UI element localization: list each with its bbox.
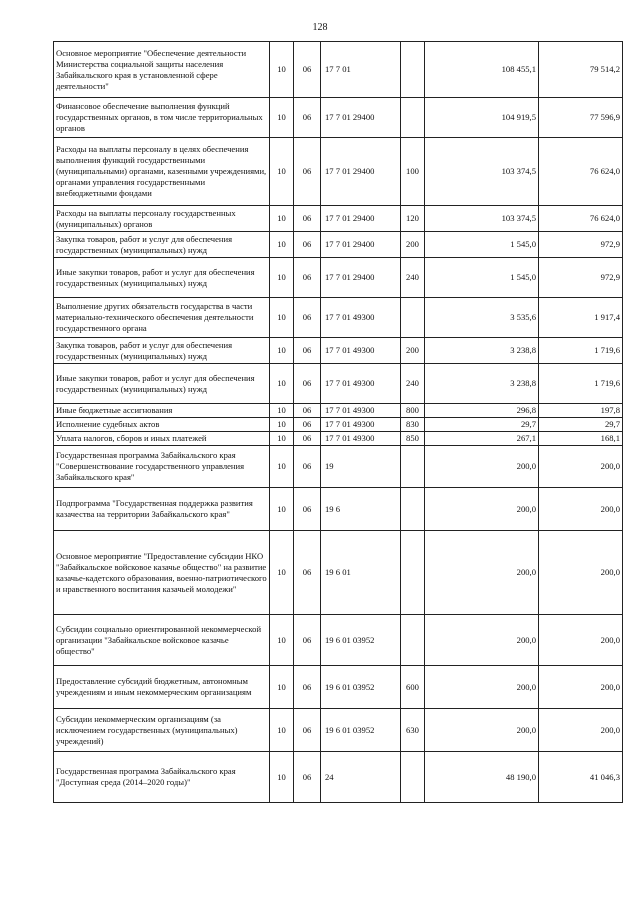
table-row [54,338,623,364]
cell-csr: 17 7 01 49300 [321,298,401,338]
cell-name: Расходы на выплаты персоналу государственных (муниципальных) органов [54,206,270,232]
table-row [54,232,623,258]
cell-rz: 10 [270,206,294,232]
cell-vr [401,298,425,338]
cell-sum2: 76 624,0 [539,206,623,232]
cell-name: Предоставление субсидий бюджетным, автономным учреждениям и иным некоммерческим организациям [54,666,270,709]
table-row [54,418,623,432]
cell-pr: 06 [294,338,321,364]
cell-sum2: 41 046,3 [539,752,623,803]
cell-sum1: 200,0 [425,709,539,752]
cell-rz: 10 [270,709,294,752]
cell-sum1: 3 238,8 [425,338,539,364]
cell-csr: 17 7 01 49300 [321,404,401,418]
cell-sum1: 108 455,1 [425,42,539,98]
table-row [54,709,623,752]
table-row [54,531,623,615]
cell-sum1: 3 238,8 [425,364,539,404]
cell-pr: 06 [294,98,321,138]
cell-rz: 10 [270,488,294,531]
cell-sum1: 1 545,0 [425,232,539,258]
cell-sum2: 197,8 [539,404,623,418]
cell-pr: 06 [294,206,321,232]
cell-sum1: 48 190,0 [425,752,539,803]
cell-name: Выполнение других обязательств государства в части материально-технического обеспечения деятельности государственного органа [54,298,270,338]
cell-rz: 10 [270,752,294,803]
cell-sum1: 200,0 [425,531,539,615]
cell-rz: 10 [270,232,294,258]
cell-pr: 06 [294,531,321,615]
table-row [54,42,623,98]
cell-rz: 10 [270,404,294,418]
cell-vr: 600 [401,666,425,709]
cell-name: Государственная программа Забайкальского края "Доступная среда (2014–2020 годы)" [54,752,270,803]
cell-name: Расходы на выплаты персоналу в целях обеспечения выполнения функций государственными (муниципальными) органами, казенными учреждениями, органами управления государственными внебюджетными фондами [54,138,270,206]
cell-csr: 19 [321,446,401,488]
cell-pr: 06 [294,138,321,206]
cell-pr: 06 [294,364,321,404]
cell-rz: 10 [270,298,294,338]
cell-name: Государственная программа Забайкальского края "Совершенствование государственного управления Забайкальского края" [54,446,270,488]
cell-sum2: 77 596,9 [539,98,623,138]
cell-vr: 630 [401,709,425,752]
cell-rz: 10 [270,615,294,666]
cell-vr: 800 [401,404,425,418]
cell-rz: 10 [270,432,294,446]
table-row [54,258,623,298]
table-row [54,298,623,338]
cell-rz: 10 [270,364,294,404]
cell-csr: 17 7 01 29400 [321,138,401,206]
cell-sum1: 103 374,5 [425,138,539,206]
cell-name: Иные закупки товаров, работ и услуг для обеспечения государственных (муниципальных) нужд [54,258,270,298]
cell-vr [401,42,425,98]
cell-sum1: 200,0 [425,488,539,531]
cell-pr: 06 [294,298,321,338]
cell-sum1: 200,0 [425,666,539,709]
cell-vr: 100 [401,138,425,206]
cell-rz: 10 [270,98,294,138]
cell-name: Закупка товаров, работ и услуг для обеспечения государственных (муниципальных) нужд [54,232,270,258]
cell-name: Исполнение судебных актов [54,418,270,432]
cell-vr: 240 [401,258,425,298]
cell-name: Финансовое обеспечение выполнения функций государственных органов, в том числе территориальных органов [54,98,270,138]
cell-sum2: 1 719,6 [539,338,623,364]
table-row [54,98,623,138]
cell-csr: 17 7 01 29400 [321,232,401,258]
cell-name: Субсидии социально ориентированной некоммерческой организации "Забайкальское войсковое казачье общество" [54,615,270,666]
cell-name: Подпрограмма "Государственная поддержка развития казачества на территории Забайкальского края" [54,488,270,531]
page-number: 128 [312,22,328,33]
cell-csr: 17 7 01 29400 [321,206,401,232]
cell-pr: 06 [294,258,321,298]
cell-sum2: 200,0 [539,531,623,615]
cell-name: Иные бюджетные ассигнования [54,404,270,418]
cell-pr: 06 [294,666,321,709]
cell-vr [401,615,425,666]
cell-sum2: 79 514,2 [539,42,623,98]
cell-rz: 10 [270,42,294,98]
table-row [54,666,623,709]
cell-rz: 10 [270,446,294,488]
table-row [54,206,623,232]
cell-pr: 06 [294,709,321,752]
cell-pr: 06 [294,232,321,258]
cell-sum2: 200,0 [539,446,623,488]
table-row [54,432,623,446]
cell-sum1: 296,8 [425,404,539,418]
cell-sum2: 29,7 [539,418,623,432]
cell-name: Основное мероприятие "Предоставление субсидии НКО "Забайкальское войсковое казачье общество" на развитие казачье-кадетского образования, военно-патриотического и нравственного воспитания казачьей молодежи" [54,531,270,615]
cell-rz: 10 [270,338,294,364]
cell-rz: 10 [270,418,294,432]
cell-pr: 06 [294,752,321,803]
cell-csr: 17 7 01 29400 [321,258,401,298]
table-row [54,364,623,404]
cell-csr: 19 6 01 03952 [321,709,401,752]
cell-pr: 06 [294,432,321,446]
cell-pr: 06 [294,418,321,432]
cell-pr: 06 [294,615,321,666]
cell-vr: 120 [401,206,425,232]
cell-csr: 19 6 [321,488,401,531]
table-row [54,446,623,488]
cell-vr [401,488,425,531]
cell-csr: 17 7 01 49300 [321,432,401,446]
cell-rz: 10 [270,258,294,298]
cell-vr [401,446,425,488]
cell-csr: 17 7 01 49300 [321,418,401,432]
cell-pr: 06 [294,446,321,488]
cell-vr: 200 [401,338,425,364]
table-body [54,42,623,803]
cell-csr: 19 6 01 [321,531,401,615]
cell-vr [401,98,425,138]
cell-name: Основное мероприятие "Обеспечение деятельности Министерства социальной защиты населения Забайкальского края в установленной сфере деятельности" [54,42,270,98]
cell-vr [401,531,425,615]
cell-pr: 06 [294,488,321,531]
cell-sum1: 200,0 [425,615,539,666]
cell-csr: 19 6 01 03952 [321,615,401,666]
cell-rz: 10 [270,138,294,206]
cell-vr: 200 [401,232,425,258]
cell-vr: 240 [401,364,425,404]
cell-sum1: 104 919,5 [425,98,539,138]
cell-sum2: 200,0 [539,615,623,666]
cell-rz: 10 [270,666,294,709]
cell-pr: 06 [294,404,321,418]
cell-csr: 19 6 01 03952 [321,666,401,709]
cell-vr [401,752,425,803]
cell-sum2: 200,0 [539,709,623,752]
cell-sum1: 200,0 [425,446,539,488]
cell-name: Субсидии некоммерческим организациям (за исключением государственных (муниципальных) учреждений) [54,709,270,752]
cell-vr: 850 [401,432,425,446]
cell-sum2: 1 917,4 [539,298,623,338]
cell-csr: 17 7 01 49300 [321,364,401,404]
cell-csr: 17 7 01 29400 [321,98,401,138]
cell-sum1: 103 374,5 [425,206,539,232]
table-row [54,404,623,418]
cell-pr: 06 [294,42,321,98]
cell-name: Закупка товаров, работ и услуг для обеспечения государственных (муниципальных) нужд [54,338,270,364]
cell-name: Уплата налогов, сборов и иных платежей [54,432,270,446]
table-row [54,615,623,666]
table-row [54,138,623,206]
cell-sum2: 76 624,0 [539,138,623,206]
cell-csr: 17 7 01 49300 [321,338,401,364]
budget-table [53,41,623,803]
cell-sum2: 200,0 [539,666,623,709]
cell-sum2: 200,0 [539,488,623,531]
cell-rz: 10 [270,531,294,615]
cell-sum2: 972,9 [539,258,623,298]
cell-sum2: 972,9 [539,232,623,258]
cell-sum1: 3 535,6 [425,298,539,338]
cell-sum2: 168,1 [539,432,623,446]
cell-sum1: 29,7 [425,418,539,432]
cell-csr: 24 [321,752,401,803]
cell-sum1: 1 545,0 [425,258,539,298]
cell-name: Иные закупки товаров, работ и услуг для обеспечения государственных (муниципальных) нужд [54,364,270,404]
cell-csr: 17 7 01 [321,42,401,98]
cell-vr: 830 [401,418,425,432]
table-row [54,752,623,803]
table-row [54,488,623,531]
cell-sum1: 267,1 [425,432,539,446]
cell-sum2: 1 719,6 [539,364,623,404]
